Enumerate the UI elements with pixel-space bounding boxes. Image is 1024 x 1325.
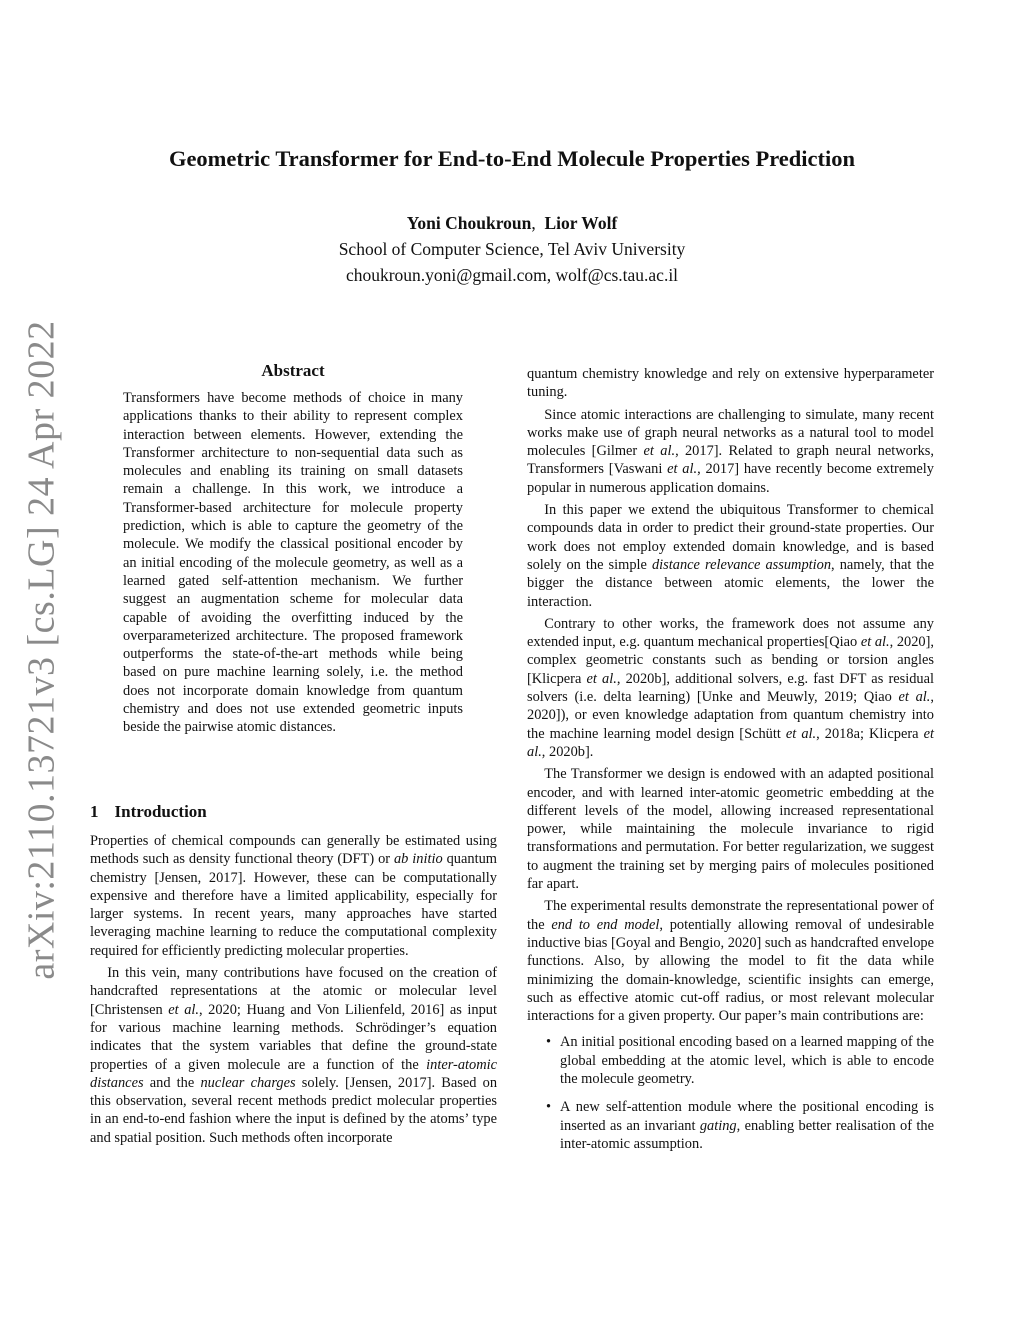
right-paragraph-4: The Transformer we design is endowed with an adapted positional encoder, and with learned inter-atomic geometric embedding at the different levels of the model, allowing increased representational power, while maintaining the molecule invariance to rigid transformations and permutation. For better regularization, we suggest to augment the training set by merging pairs of molecules positioned far apart. xyxy=(527,766,934,893)
text-run: An initial positional encoding based on a learned mapping of the global embedding at the atomic level, which is able to encode the molecule geometry. xyxy=(560,1034,934,1087)
text-run: The experimental results demonstrate the representational power of the xyxy=(527,898,934,933)
text-run: , namely, that the bigger the distance between atomic elements, the lower the interaction. xyxy=(527,556,935,610)
italic-run: et al. xyxy=(586,670,617,687)
text-run: Contrary to other works, the framework does not assume any extended input, e.g. quantum mechanical properties[Qiao xyxy=(527,615,934,651)
paper-title: Geometric Transformer for End-to-End Molecule Properties Prediction xyxy=(168,146,856,171)
author-block xyxy=(60,210,964,288)
text-run: , 2020b], additional solvers, e.g. fast DFT as residual solvers (i.e. delta learning) [Unke and Meuwly, 2019; Qiao xyxy=(527,670,935,706)
text-run: , 2020; Huang and Von Lilienfeld, 2016] as input for various machine learning methods. Schrödinger’s equation indicates that the system variables that define the ground-state properties of a given molecule are a function of the xyxy=(90,1001,497,1073)
text-run: Since atomic interactions are challenging to simulate, many recent works make use of graph neural networks as a natural tool to model molecules [Gilmer xyxy=(527,406,934,460)
bullet-marker: • xyxy=(546,1099,552,1116)
italic-run: end to end model xyxy=(551,916,660,933)
section-heading-introduction xyxy=(90,802,207,822)
bullet-marker: • xyxy=(546,1034,552,1051)
arxiv-id-text: arXiv:2110.13721v3 [cs.LG] 24 Apr 2022 xyxy=(21,320,64,980)
italic-run: inter-atomic distances xyxy=(90,1056,497,1091)
contributions-list xyxy=(527,1033,934,1153)
text-run: , potentially allowing removal of undesirable inductive bias [Goyal and Bengio, 2020] such as handcrafted envelope functions. Also, by allowing the model to fit the data while minimizing the domain-knowledge, scientific insights can emerge, such as effective atomic cut-off radius, or most relevant molecular interactions for a given property. Our paper’s main contributions are: xyxy=(527,916,934,1025)
abstract-body xyxy=(123,389,463,737)
text-run: , enabling better realisation of the inter-atomic assumption. xyxy=(560,1117,934,1152)
intro-paragraph-2 xyxy=(90,964,497,1147)
right-paragraph-2 xyxy=(527,501,934,611)
italic-run: et al. xyxy=(667,461,698,478)
text-run: , 2018a; Klicpera xyxy=(816,725,924,742)
italic-run: et al. xyxy=(168,1001,199,1018)
italic-run: et al. xyxy=(898,689,931,706)
italic-run: gating xyxy=(699,1117,737,1134)
section-number: 1 xyxy=(90,802,99,821)
intro-paragraph-1 xyxy=(90,832,497,960)
text-run: quantum chemistry [Jensen, 2017]. However, these can be computationally expensive and therefore have a limited applicability, especially for larger systems. In recent years, many approaches have started leveraging machine learning to reduce the computational complexity required for efficiently predicting molecular properties. xyxy=(90,851,497,959)
author-2: Lior Wolf xyxy=(544,213,618,233)
italic-run: nuclear charges xyxy=(200,1074,296,1091)
author-separator: , xyxy=(531,213,536,233)
arxiv-identifier-stamp xyxy=(12,320,72,980)
section-title: Introduction xyxy=(114,802,207,821)
italic-run: distance relevance assumption xyxy=(651,556,832,573)
text-run: , 2017]. Related to graph neural networks, Transformers [Vaswani xyxy=(527,443,935,478)
author-names xyxy=(60,210,964,236)
right-paragraph-1 xyxy=(527,406,934,497)
text-run: and the xyxy=(143,1074,201,1091)
right-paragraph-0: quantum chemistry knowledge and rely on extensive hyperparameter tuning. xyxy=(527,366,934,401)
text-run: In this paper we extend the ubiquitous Transformer to chemical compounds data in order to predict their ground-state properties. Our work does not employ extended domain knowledge, and is based solely on the simple xyxy=(527,502,934,573)
text-run: Properties of chemical compounds can generally be estimated using methods such as density functional theory (DFT) or xyxy=(90,833,497,868)
text-run: , 2017] have recently become extremely popular in numerous application domains. xyxy=(527,461,934,496)
abstract-heading: Abstract xyxy=(261,361,325,380)
right-paragraph-3 xyxy=(527,615,934,761)
text-run: , 2020b]. xyxy=(541,743,594,760)
text-run: A new self-attention module where the positional encoding is inserted as an invariant xyxy=(560,1099,934,1134)
italic-run: ab initio xyxy=(393,851,443,868)
author-1: Yoni Choukroun xyxy=(406,213,532,233)
italic-run: et al. xyxy=(527,725,934,760)
abstract-paragraph: Transformers have become methods of choice in many applications thanks to their ability to represent complex interaction between elements. However, extending the Transformer architecture to non-sequential data such as molecules and enabling its training on small datasets remain a challenge. In this work, we introduce a Transformer-based architecture for molecule property prediction, which is able to capture the geometry of the molecule. We modify the classical positional encoder by an initial encoding of the molecule geometry, as well as a learned gated self-attention mechanism. We further suggest an augmentation scheme for molecular data capable of avoiding the overfitting induced by the overparameterized architecture. The proposed framework outperforms the state-of-the-art methods while being based on pure machine learning solely, i.e. the method does not incorporate domain knowledge from quantum chemistry and does not use extended geometric inputs beside the pairwise atomic distances. xyxy=(123,390,463,736)
introduction-body xyxy=(90,832,497,1147)
contribution-item-2 xyxy=(527,1098,934,1153)
italic-run: et al. xyxy=(785,725,817,742)
affiliation: School of Computer Science, Tel Aviv University xyxy=(338,239,686,259)
text-run: , 2020], complex geometric constants such as bending or torsion angles [Klicpera xyxy=(527,634,934,687)
text-run: , 2020]), or even knowledge adaptation from quantum chemistry into the machine learning model design [Schütt xyxy=(527,689,934,742)
right-column-body xyxy=(527,365,934,1163)
right-paragraph-5 xyxy=(527,897,934,1025)
italic-run: et al. xyxy=(643,443,676,460)
italic-run: et al. xyxy=(860,634,890,651)
text-run: In this vein, many contributions have focused on the creation of handcrafted representations at the atomic or molecular level [Christensen xyxy=(90,965,497,1018)
contribution-item-1 xyxy=(527,1033,934,1088)
text-run: solely. [Jensen, 2017]. Based on this observation, several recent methods predict molecular properties in an end-to-end fashion where the input is defined by the atoms’ type and spatial position. Such methods often incorporate xyxy=(90,1074,498,1146)
author-emails: choukroun.yoni@gmail.com, wolf@cs.tau.ac.il xyxy=(345,265,679,285)
